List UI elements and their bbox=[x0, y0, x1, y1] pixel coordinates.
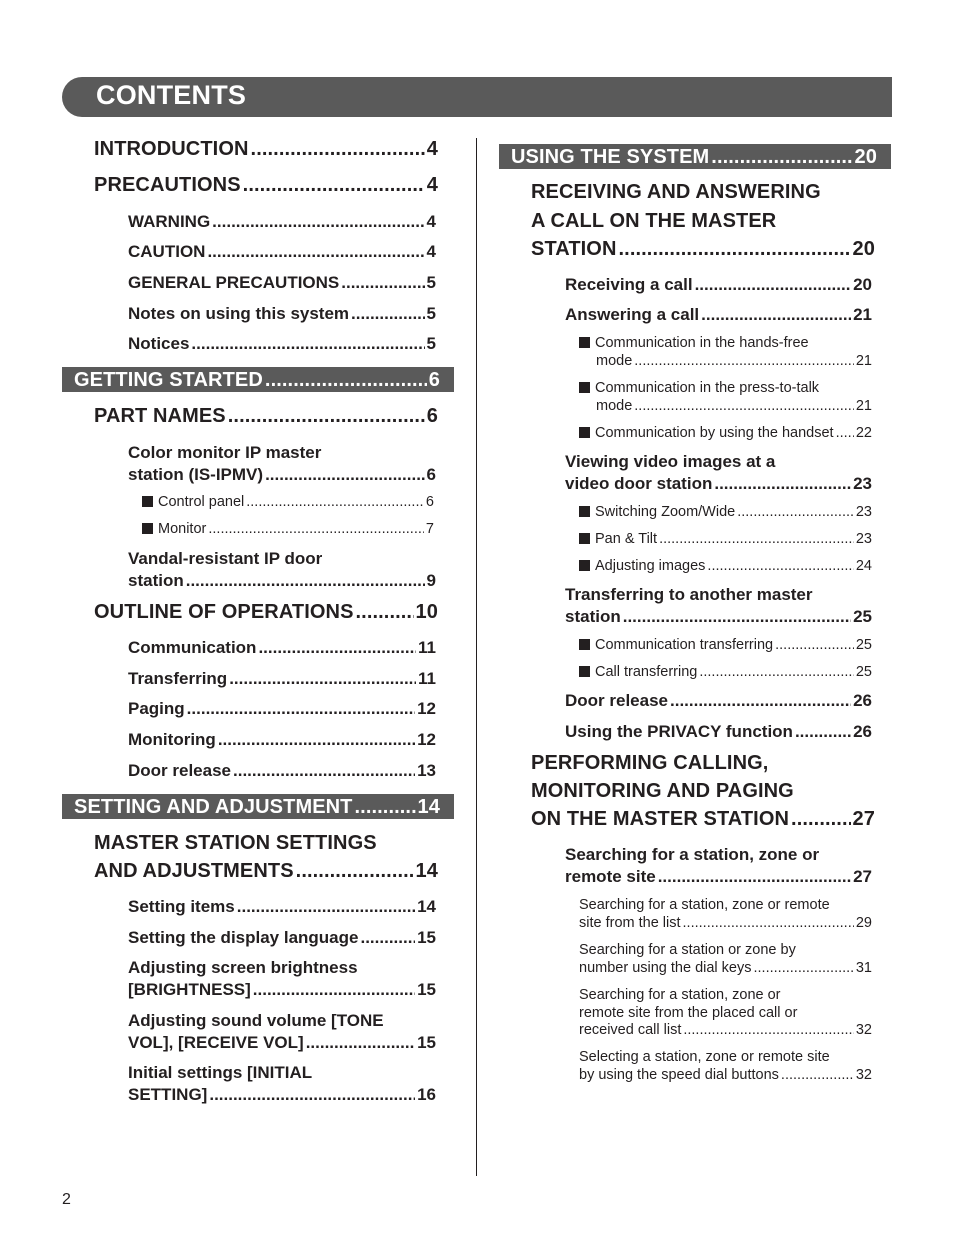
page-ref: 5 bbox=[426, 304, 436, 323]
toc-entry-viewing-video-line1: Viewing video images at a bbox=[565, 452, 776, 471]
toc-entry-brightness[interactable]: [BRIGHTNESS] ..... 15 bbox=[128, 980, 436, 1000]
column-divider bbox=[476, 138, 477, 1176]
page-ref: 15 bbox=[417, 928, 436, 947]
toc-entry-outline[interactable]: OUTLINE OF OPERATIONS ..... 10 bbox=[94, 601, 438, 624]
page-ref: 20 bbox=[854, 146, 877, 168]
toc-entry-monitor[interactable]: Monitor ..... 7 bbox=[142, 521, 434, 537]
bullet-square-icon bbox=[579, 337, 590, 348]
page-ref: 21 bbox=[853, 305, 872, 324]
page-ref: 4 bbox=[426, 138, 438, 160]
toc-entry-monitoring[interactable]: Monitoring ..... 12 bbox=[128, 730, 436, 750]
toc-entry-speed-dial-line1: Selecting a station, zone or remote site bbox=[579, 1049, 830, 1065]
toc-entry-comm-transferring[interactable]: Communication transferring ..... 25 bbox=[579, 637, 872, 653]
page-ref: 6 bbox=[426, 405, 438, 427]
toc-entry-viewing-video[interactable]: video door station ..... 23 bbox=[565, 474, 872, 494]
toc-entry-paging[interactable]: Paging ..... 12 bbox=[128, 699, 436, 719]
page-ref: 24 bbox=[855, 558, 872, 574]
bullet-square-icon bbox=[579, 533, 590, 544]
bullet-square-icon bbox=[579, 639, 590, 650]
page-ref: 5 bbox=[426, 334, 436, 353]
page-ref: 6 bbox=[426, 465, 436, 484]
page-ref: 25 bbox=[855, 664, 872, 680]
toc-entry-color-monitor-line1: Color monitor IP master bbox=[128, 443, 322, 462]
page-ref: 6 bbox=[428, 369, 440, 391]
page-ref: 13 bbox=[417, 761, 436, 780]
page-number: 2 bbox=[62, 1191, 71, 1208]
toc-entry-press-to-talk[interactable]: mode ..... 21 bbox=[596, 398, 872, 414]
toc-entry-zoom-wide[interactable]: Switching Zoom/Wide ..... 23 bbox=[579, 504, 872, 520]
toc-entry-vandal-line1: Vandal-resistant IP door bbox=[128, 549, 323, 568]
bullet-square-icon bbox=[579, 382, 590, 393]
page-ref: 25 bbox=[855, 637, 872, 653]
toc-entry-display-language[interactable]: Setting the display language ..... 15 bbox=[128, 928, 436, 948]
section-getting-started bbox=[62, 367, 454, 392]
page-ref: 11 bbox=[418, 669, 436, 688]
toc-entry-search-placed-line2: remote site from the placed call or bbox=[579, 1005, 798, 1021]
page-ref: 10 bbox=[415, 601, 438, 623]
page-ref: 15 bbox=[417, 1033, 436, 1052]
page-ref: 32 bbox=[855, 1022, 872, 1038]
page-ref: 4 bbox=[426, 212, 436, 231]
toc-entry-control-panel[interactable]: Control panel ..... 6 bbox=[142, 494, 434, 510]
toc-entry-master-settings[interactable]: AND ADJUSTMENTS ..... 14 bbox=[94, 860, 438, 883]
toc-entry-setting-items[interactable]: Setting items ..... 14 bbox=[128, 897, 436, 917]
bullet-square-icon bbox=[579, 560, 590, 571]
toc-entry-search-dial-line1: Searching for a station or zone by bbox=[579, 942, 796, 958]
page-ref: 16 bbox=[417, 1085, 436, 1104]
toc-entry-handset[interactable]: Communication by using the handset ..... 22 bbox=[579, 425, 872, 441]
toc-entry-communication[interactable]: Communication ..... 11 bbox=[128, 638, 436, 658]
toc-entry-hands-free-line1: Communication in the hands-free bbox=[579, 335, 809, 351]
page-ref: 31 bbox=[855, 960, 872, 976]
page-ref: 14 bbox=[415, 860, 438, 882]
toc-entry-caution[interactable]: CAUTION ..... 4 bbox=[128, 242, 436, 262]
toc-entry-initial-settings[interactable]: SETTING] ..... 16 bbox=[128, 1085, 436, 1105]
page-ref: 14 bbox=[417, 897, 436, 916]
toc-entry-speed-dial[interactable]: by using the speed dial buttons ..... 32 bbox=[579, 1067, 872, 1083]
page-ref: 20 bbox=[852, 238, 875, 260]
toc-entry-answering-call[interactable]: Answering a call ..... 21 bbox=[565, 305, 872, 325]
bullet-square-icon bbox=[142, 523, 153, 534]
toc-entry-searching-line1: Searching for a station, zone or bbox=[565, 845, 820, 864]
toc-entry-setting-adjustment[interactable]: SETTING AND ADJUSTMENT ..... 14 bbox=[74, 796, 440, 819]
toc-entry-initial-settings-line1: Initial settings [INITIAL bbox=[128, 1063, 313, 1082]
page-ref: 12 bbox=[417, 699, 436, 718]
page-ref: 9 bbox=[426, 571, 436, 590]
toc-entry-performing[interactable]: ON THE MASTER STATION ..... 27 bbox=[531, 808, 875, 831]
toc-entry-search-placed-line1: Searching for a station, zone or bbox=[579, 987, 781, 1003]
page-ref: 25 bbox=[853, 607, 872, 626]
bullet-square-icon bbox=[579, 666, 590, 677]
section-setting-adjustment bbox=[62, 794, 454, 819]
toc-entry-part-names[interactable]: PART NAMES ..... 6 bbox=[94, 405, 438, 428]
page-ref: 14 bbox=[417, 796, 440, 818]
page-ref: 22 bbox=[855, 425, 872, 441]
page-ref: 5 bbox=[426, 273, 436, 292]
toc-entry-warning[interactable]: WARNING ..... 4 bbox=[128, 212, 436, 232]
toc-entry-general-precautions[interactable]: GENERAL PRECAUTIONS ..... 5 bbox=[128, 273, 436, 293]
toc-entry-pan-tilt[interactable]: Pan & Tilt ..... 23 bbox=[579, 531, 872, 547]
page-ref: 21 bbox=[855, 398, 872, 414]
bullet-square-icon bbox=[579, 427, 590, 438]
page-ref: 27 bbox=[852, 808, 875, 830]
toc-entry-transferring[interactable]: Transferring ..... 11 bbox=[128, 669, 436, 689]
bullet-square-icon bbox=[579, 506, 590, 517]
toc-entry-search-list[interactable]: site from the list ..... 29 bbox=[579, 915, 872, 931]
toc-entry-color-monitor[interactable]: station (IS-IPMV) ..... 6 bbox=[128, 465, 436, 485]
page-ref: 23 bbox=[855, 531, 872, 547]
page-ref: 6 bbox=[425, 494, 434, 510]
page-ref: 29 bbox=[855, 915, 872, 931]
toc-entry-performing-line2: MONITORING AND PAGING bbox=[531, 780, 794, 802]
page-ref: 27 bbox=[853, 867, 872, 886]
toc-entry-searching[interactable]: remote site ..... 27 bbox=[565, 867, 872, 887]
page-ref: 4 bbox=[426, 242, 436, 261]
toc-entry-call-transferring[interactable]: Call transferring ..... 25 bbox=[579, 664, 872, 680]
page-title: CONTENTS bbox=[96, 80, 247, 110]
toc-entry-receiving-call[interactable]: Receiving a call ..... 20 bbox=[565, 275, 872, 295]
toc-entry-sound-volume-line1: Adjusting sound volume [TONE bbox=[128, 1011, 384, 1030]
page-ref: 23 bbox=[855, 504, 872, 520]
page-ref: 12 bbox=[417, 730, 436, 749]
toc-entry-performing-line1: PERFORMING CALLING, bbox=[531, 752, 769, 774]
toc-entry-receiving-answering[interactable]: STATION ..... 20 bbox=[531, 238, 875, 261]
toc-entry-hands-free[interactable]: mode ..... 21 bbox=[596, 353, 872, 369]
toc-entry-adjusting-images[interactable]: Adjusting images ..... 24 bbox=[579, 558, 872, 574]
toc-entry-using-system[interactable]: USING THE SYSTEM ..... 20 bbox=[511, 146, 877, 169]
page-ref: 7 bbox=[425, 521, 434, 537]
toc-entry-sound-volume[interactable]: VOL], [RECEIVE VOL] ..... 15 bbox=[128, 1033, 436, 1053]
toc-entry-introduction[interactable]: INTRODUCTION ..... 4 bbox=[94, 138, 438, 161]
toc-entry-search-placed[interactable]: received call list ..... 32 bbox=[579, 1022, 872, 1038]
toc-entry-privacy[interactable]: Using the PRIVACY function ..... 26 bbox=[565, 722, 872, 742]
toc-entry-notes-using[interactable]: Notes on using this system ..... 5 bbox=[128, 304, 436, 324]
toc-entry-transferring-master[interactable]: station ..... 25 bbox=[565, 607, 872, 627]
page-ref: 4 bbox=[426, 174, 438, 196]
page-ref: 15 bbox=[417, 980, 436, 999]
page-ref: 11 bbox=[418, 638, 436, 657]
toc-entry-master-settings-line1: MASTER STATION SETTINGS bbox=[94, 832, 377, 854]
page-ref: 21 bbox=[855, 353, 872, 369]
toc-entry-getting-started[interactable]: GETTING STARTED ..... 6 bbox=[74, 369, 440, 392]
toc-entry-door-release-right[interactable]: Door release ..... 26 bbox=[565, 691, 872, 711]
toc-entry-vandal-resistant[interactable]: station ..... 9 bbox=[128, 571, 436, 591]
contents-banner bbox=[62, 77, 892, 117]
bullet-square-icon bbox=[142, 496, 153, 507]
page-ref: 32 bbox=[855, 1067, 872, 1083]
toc-entry-receiving-answering-line2: A CALL ON THE MASTER bbox=[531, 210, 777, 232]
page-ref: 26 bbox=[853, 722, 872, 741]
toc-entry-search-list-line1: Searching for a station, zone or remote bbox=[579, 897, 830, 913]
toc-entry-press-to-talk-line1: Communication in the press-to-talk bbox=[579, 380, 819, 396]
section-using-system bbox=[499, 144, 891, 169]
toc-entry-door-release-left[interactable]: Door release ..... 13 bbox=[128, 761, 436, 781]
page-ref: 20 bbox=[853, 275, 872, 294]
toc-entry-transferring-master-line1: Transferring to another master bbox=[565, 585, 813, 604]
toc-entry-search-dial[interactable]: number using the dial keys ..... 31 bbox=[579, 960, 872, 976]
toc-entry-notices[interactable]: Notices ..... 5 bbox=[128, 334, 436, 354]
page-ref: 26 bbox=[853, 691, 872, 710]
toc-entry-brightness-line1: Adjusting screen brightness bbox=[128, 958, 358, 977]
toc-entry-precautions[interactable]: PRECAUTIONS ..... 4 bbox=[94, 174, 438, 197]
toc-entry-receiving-answering-line1: RECEIVING AND ANSWERING bbox=[531, 181, 821, 203]
page-ref: 23 bbox=[853, 474, 872, 493]
